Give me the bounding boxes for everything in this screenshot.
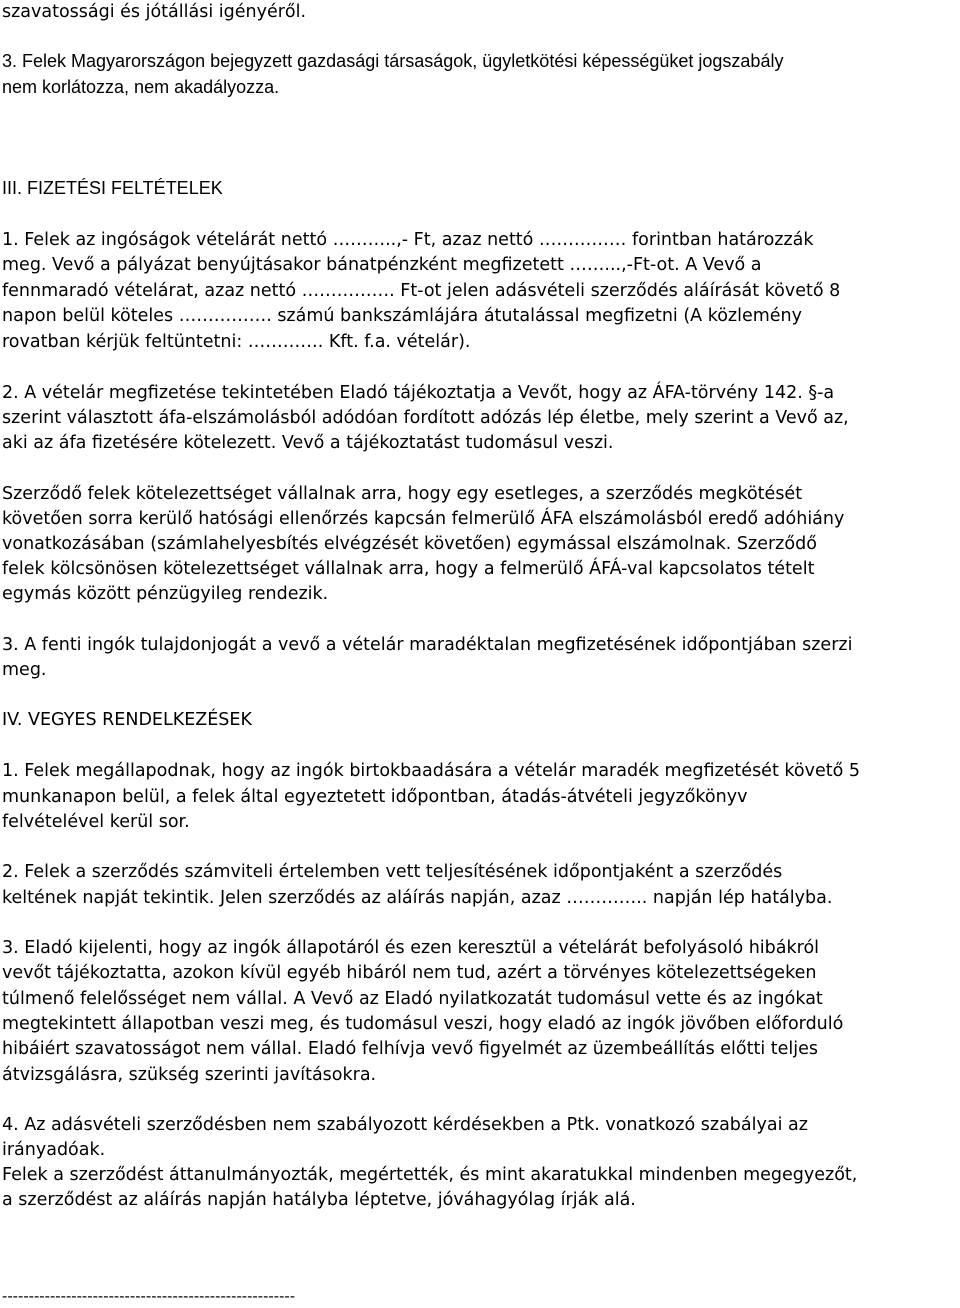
text-line: a szerződést az aláírás napján hatályba léptetve, jóváhagyólag írják alá. bbox=[2, 1190, 636, 1210]
text-line: aki az áfa fizetésére kötelezett. Vevő a tájékoztatást tudomásul veszi. bbox=[2, 433, 614, 453]
text-line: 2. Felek a szerződés számviteli értelemben vett teljesítésének időpontjaként a szerződés bbox=[2, 862, 783, 882]
text-line: Felek a szerződést áttanulmányozták, megértették, és mint akaratukkal mindenben megegyezőt, bbox=[2, 1165, 858, 1185]
text-line: Szerződő felek kötelezettséget vállalnak arra, hogy egy esetleges, a szerződés megkötését bbox=[2, 484, 803, 504]
text-line: átvizsgálásra, szükség szerinti javításokra. bbox=[2, 1065, 377, 1085]
text-line: vevőt tájékoztatta, azokon kívül egyéb hibáról nem tud, azért a törvényes kötelezettségeken bbox=[2, 963, 817, 983]
text-line: 4. Az adásvételi szerződésben nem szabályozott kérdésekben a Ptk. vonatkozó szabályai az bbox=[2, 1115, 808, 1135]
text-line: 2. A vételár megfizetése tekintetében Eladó tájékoztatja a Vevőt, hogy az ÁFA-törvény 142. §-a bbox=[2, 383, 835, 403]
text-line: meg. bbox=[2, 660, 47, 680]
text-line: túlmenő felelősséget nem vállal. A Vevő az Eladó nyilatkozatát tudomásul vette és az ingókat bbox=[2, 989, 823, 1009]
text-line: egymás között pénzügyileg rendezik. bbox=[2, 584, 329, 604]
text-line: hibáiért szavatosságot nem vállal. Eladó felhívja vevő figyelmét az üzembeállítás előtti teljes bbox=[2, 1039, 818, 1059]
text-line: szerint választott áfa-elszámolásból adódóan fordított adózás lép életbe, mely szerint a Vevő az, bbox=[2, 408, 849, 428]
text-line: szavatossági és jótállási igényéről. bbox=[2, 2, 307, 22]
signature-line: ------------------------------------------------------- bbox=[2, 1288, 296, 1305]
section-heading: III. FIZETÉSI FELTÉTELEK bbox=[2, 178, 223, 198]
text-line: 3. Felek Magyarországon bejegyzett gazdasági társaságok, ügyletkötési képességüket jogszabály bbox=[2, 51, 784, 71]
text-line: felvételével kerül sor. bbox=[2, 812, 190, 832]
text-line: felek kölcsönösen kötelezettséget vállalnak arra, hogy a felmerülő ÁFÁ-val kapcsolatos tételt bbox=[2, 559, 815, 579]
text-line: vonatkozásában (számlahelyesbítés elvégzését követően) egymással elszámolnak. Szerződő bbox=[2, 534, 817, 554]
text-line: megtekintett állapotban veszi meg, és tudomásul veszi, hogy eladó az ingók jövőben előforduló bbox=[2, 1014, 844, 1034]
text-line: nem korlátozza, nem akadályozza. bbox=[2, 77, 280, 97]
text-line: irányadóak. bbox=[2, 1140, 106, 1160]
text-line: 3. A fenti ingók tulajdonjogát a vevő a vételár maradéktalan megfizetésének időpontjában szerzi bbox=[2, 635, 853, 655]
text-line: rovatban kérjük feltüntetni: …………. Kft. f.a. vételár). bbox=[2, 332, 471, 352]
text-line: fennmaradó vételárat, azaz nettó ……………. Ft-ot jelen adásvételi szerződés aláírását követő 8 bbox=[2, 281, 841, 301]
text-line: munkanapon belül, a felek által egyeztetett időpontban, átadás-átvételi jegyzőkönyv bbox=[2, 787, 748, 807]
text-line: keltének napját tekintik. Jelen szerződés az aláírás napján, azaz ………….. napján lép hatályba. bbox=[2, 888, 833, 908]
text-line: meg. Vevő a pályázat benyújtásakor bánatpénzként megfizetett ……...,-Ft-ot. A Vevő a bbox=[2, 255, 762, 275]
text-line: 1. Felek az ingóságok vételárát nettó ………..,- Ft, azaz nettó …………… forintban határozzák bbox=[2, 230, 814, 250]
section-heading: IV. VEGYES RENDELKEZÉSEK bbox=[2, 710, 252, 730]
text-line: 3. Eladó kijelenti, hogy az ingók állapotáról és ezen keresztül a vételárát befolyásoló hibákról bbox=[2, 938, 820, 958]
text-line: napon belül köteles ……………. számú bankszámlájára átutalással megfizetni (A közlemény bbox=[2, 306, 802, 326]
text-line: 1. Felek megállapodnak, hogy az ingók birtokbaadására a vételár maradék megfizetését követő 5 bbox=[2, 761, 860, 781]
text-line: követően sorra kerülő hatósági ellenőrzés kapcsán felmerülő ÁFA elszámolásból eredő adóhiány bbox=[2, 509, 845, 529]
